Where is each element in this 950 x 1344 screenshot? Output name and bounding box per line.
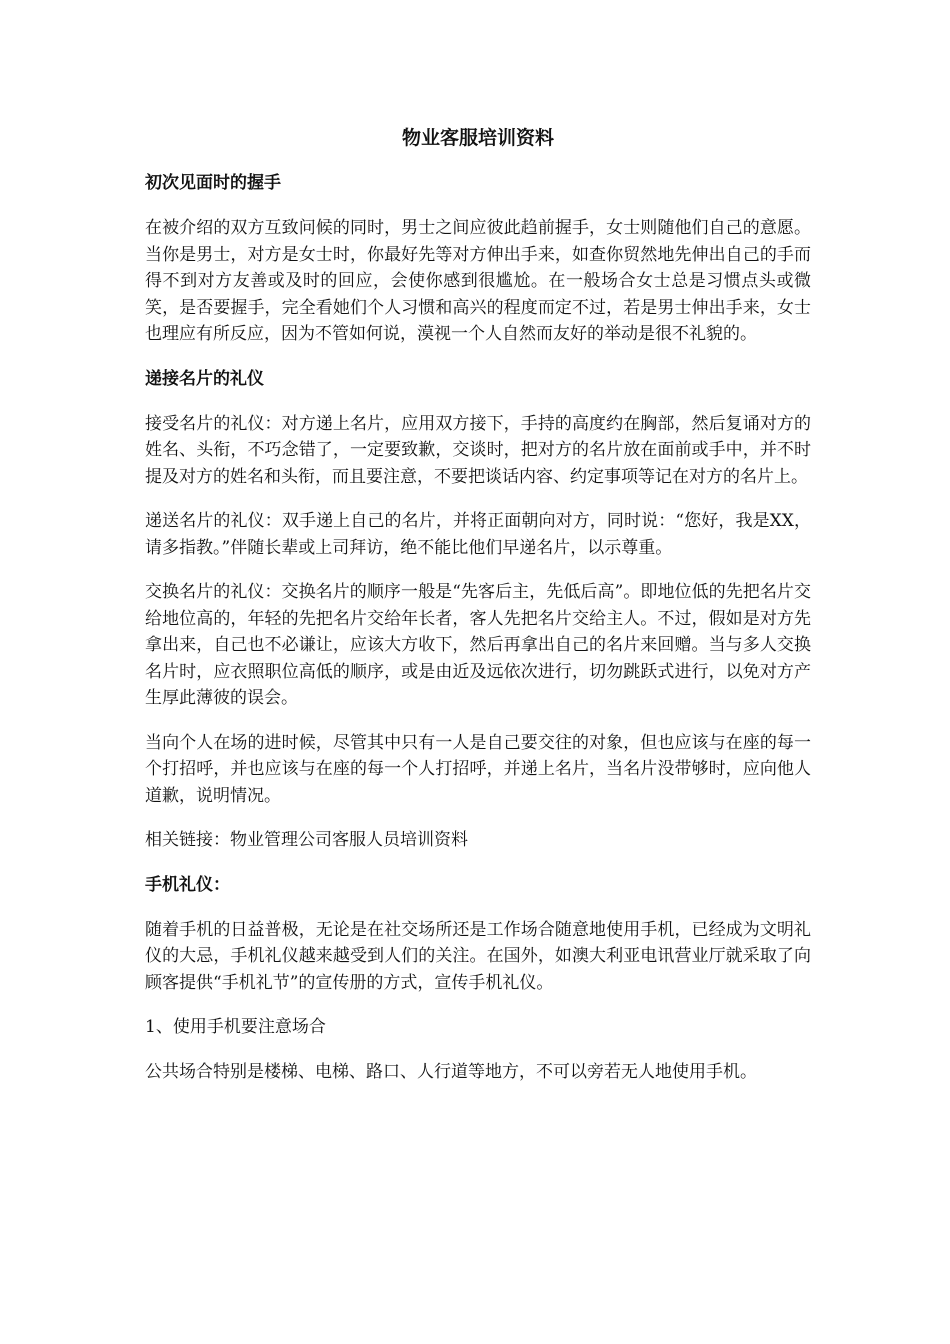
paragraph-handshake: 在被介绍的双方互致问候的同时，男士之间应彼此趋前握手，女士则随他们自己的意愿。当你是男士，对方是女士时，你最好先等对方伸出手来，如查你贸然地先伸出自己的手而得不到对方友善或及时的回应，会使你感到很尴尬。在一般场合女士总是习惯点头或微笑，是否要握手，完全看她们个人习惯和高兴的程度而定不过，若是男士伸出手来，女士也理应有所反应，因为不管如何说，漠视一个人自然而友好的举动是很不礼貌的。 — [145, 218, 811, 344]
paragraph-phone-point-1: 1、使用手机要注意场合 — [145, 1017, 326, 1037]
paragraph-exchange-card: 交换名片的礼仪：交换名片的顺序一般是“先客后主，先低后高”。即地位低的先把名片交给地位高的，年轻的先把名片交给年长者，客人先把名片交给主人。不过，假如是对方先拿出来，自己也不必谦让，应该大方收下，然后再拿出自己的名片来回赠。当与多人交换名片时，应衣照职位高低的顺序，或是由近及远依次进行，切勿跳跃式进行，以免对方产生厚此薄彼的误会。 — [145, 582, 811, 708]
page-title: 物业客服培训资料 — [401, 127, 554, 149]
section-heading-handshake: 初次见面时的握手 — [145, 173, 281, 193]
document-page — [145, 124, 811, 1103]
paragraph-phone-intro: 随着手机的日益普极，无论是在社交场所还是工作场合随意地使用手机，已经成为文明礼仪的大忌，手机礼仪越来越受到人们的关注。在国外，如澳大利亚电讯营业厅就采取了向顾客提供“手机礼节”的宣传册的方式，宣传手机礼仪。 — [145, 919, 811, 993]
section-heading-phone-etiquette: 手机礼仪： — [145, 874, 230, 895]
paragraph-receive-card: 接受名片的礼仪：对方递上名片，应用双方接下，手持的高度约在胸部，然后复诵对方的姓名、头衔，不巧念错了，一定要致歉，交谈时，把对方的名片放在面前或手中，并不时提及对方的姓名和头衔，而且要注意，不要把谈话内容、约定事项等记在对方的名片上。 — [145, 413, 811, 487]
paragraph-public-places: 公共场合特别是楼梯、电梯、路口、人行道等地方，不可以旁若无人地使用手机。 — [145, 1061, 757, 1082]
paragraph-related-link: 相关链接：物业管理公司客服人员培训资料 — [145, 830, 468, 850]
paragraph-give-card: 递送名片的礼仪：双手递上自己的名片，并将正面朝向对方，同时说：“您好，我是XX，请多指教。”伴随长辈或上司拜访，绝不能比他们早递名片，以示尊重。 — [145, 511, 811, 558]
section-heading-business-card: 递接名片的礼仪 — [145, 368, 264, 389]
paragraph-multiple-people: 当向个人在场的进时候，尽管其中只有一人是自己要交往的对象，但也应该与在座的每一个打招呼，并也应该与在座的每一个人打招呼，并递上名片，当名片没带够时，应向他人道歉，说明情况。 — [145, 732, 811, 806]
